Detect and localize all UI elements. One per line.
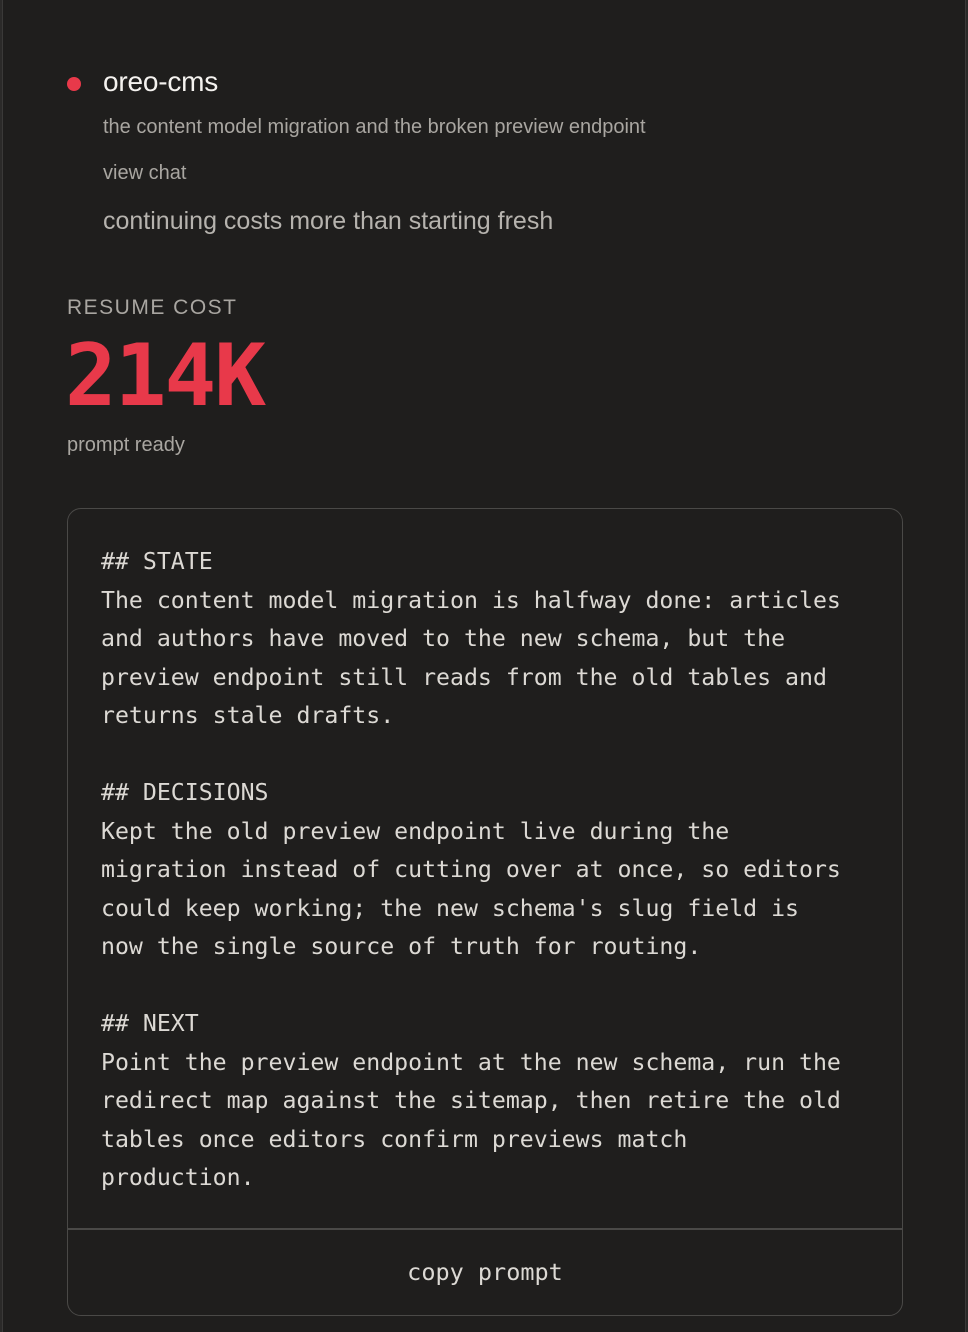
resume-cost-label: RESUME COST — [67, 296, 238, 319]
copy-prompt-button[interactable]: copy prompt — [407, 1258, 563, 1286]
prompt-status: prompt ready — [67, 434, 185, 456]
view-chat-link[interactable]: view chat — [103, 162, 187, 184]
session-subtitle: the content model migration and the broken preview endpoint — [103, 116, 646, 138]
session-panel — [2, 0, 966, 1332]
cost-warning: continuing costs more than starting fresh — [103, 207, 554, 235]
prompt-text: ## STATE The content model migration is halfway done: articles and authors have moved to the new schema, but the preview endpoint still reads from the old tables and returns stale drafts. ## DECISIONS Kept the old preview endpoint live during the migration instead of cutting over at once, so editors could keep working; the new schema's slug field is now the single source of truth for routing. ## NEXT Point the preview endpoint at the new schema, run the redirect map against the sitemap, then retire the old tables once editors confirm previews match production. — [101, 548, 841, 1191]
prompt-box — [67, 508, 903, 1316]
resume-cost-value: 214K — [65, 326, 265, 426]
status-dot-icon — [67, 77, 81, 91]
project-name: oreo-cms — [103, 66, 219, 97]
